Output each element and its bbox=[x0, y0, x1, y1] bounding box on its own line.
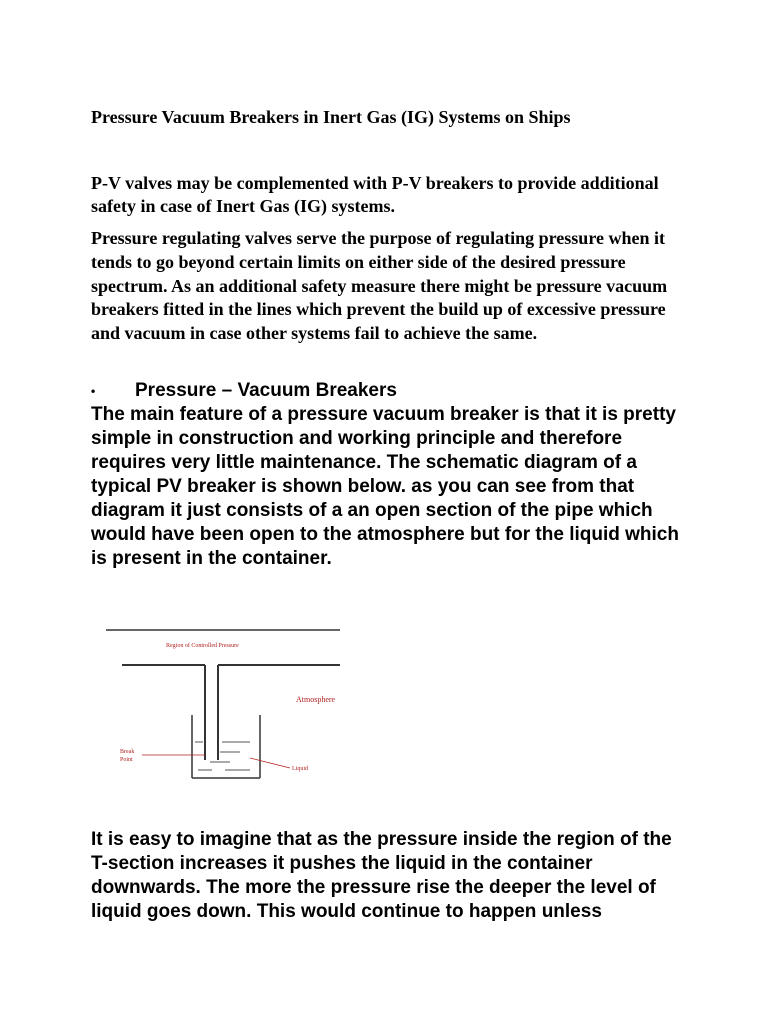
bullet-icon: • bbox=[91, 384, 96, 398]
liquid-label: Liquid bbox=[292, 766, 308, 772]
intro-paragraph: P-V valves may be complemented with P-V breakers to provide additional safety in case of Inert Gas (IG) systems. bbox=[91, 173, 659, 216]
bullet-heading-row bbox=[91, 379, 691, 403]
regulating-valves-paragraph: Pressure regulating valves serve the purpose of regulating pressure when it tends to go beyond certain limits on either side of the desired pressure spectrum. As an additional safety measure there might be pressure vacuum breakers fitted in the lines which prevent the build up of excessive pressure and vacuum in case other systems fail to achieve the same. bbox=[91, 228, 668, 344]
section-heading: Pressure – Vacuum Breakers bbox=[135, 380, 397, 401]
atmosphere-label: Atmosphere bbox=[296, 695, 336, 704]
break-point-label-2: Point bbox=[120, 757, 133, 763]
pressure-paragraph: It is easy to imagine that as the pressure inside the region of the T-section increases it pushes the liquid in the container downwards. The more the pressure rise the deeper the level of liquid goes down. This would continue to happen unless bbox=[91, 829, 672, 922]
region-label: Region of Controlled Pressure bbox=[166, 643, 239, 649]
document-title: Pressure Vacuum Breakers in Inert Gas (IG) Systems on Ships bbox=[91, 107, 571, 127]
break-point-label-1: Break bbox=[120, 749, 135, 755]
liquid-pointer bbox=[250, 758, 290, 768]
pv-breaker-diagram bbox=[100, 620, 360, 790]
pv-breaker-paragraph: The main feature of a pressure vacuum breaker is that it is pretty simple in construction and working principle and therefore requires very little maintenance. The schematic diagram of a typical PV breaker is shown below. as you can see from that diagram it just consists of a an open section of the pipe which would have been open to the atmosphere but for the liquid which is present in the container. bbox=[91, 404, 679, 569]
